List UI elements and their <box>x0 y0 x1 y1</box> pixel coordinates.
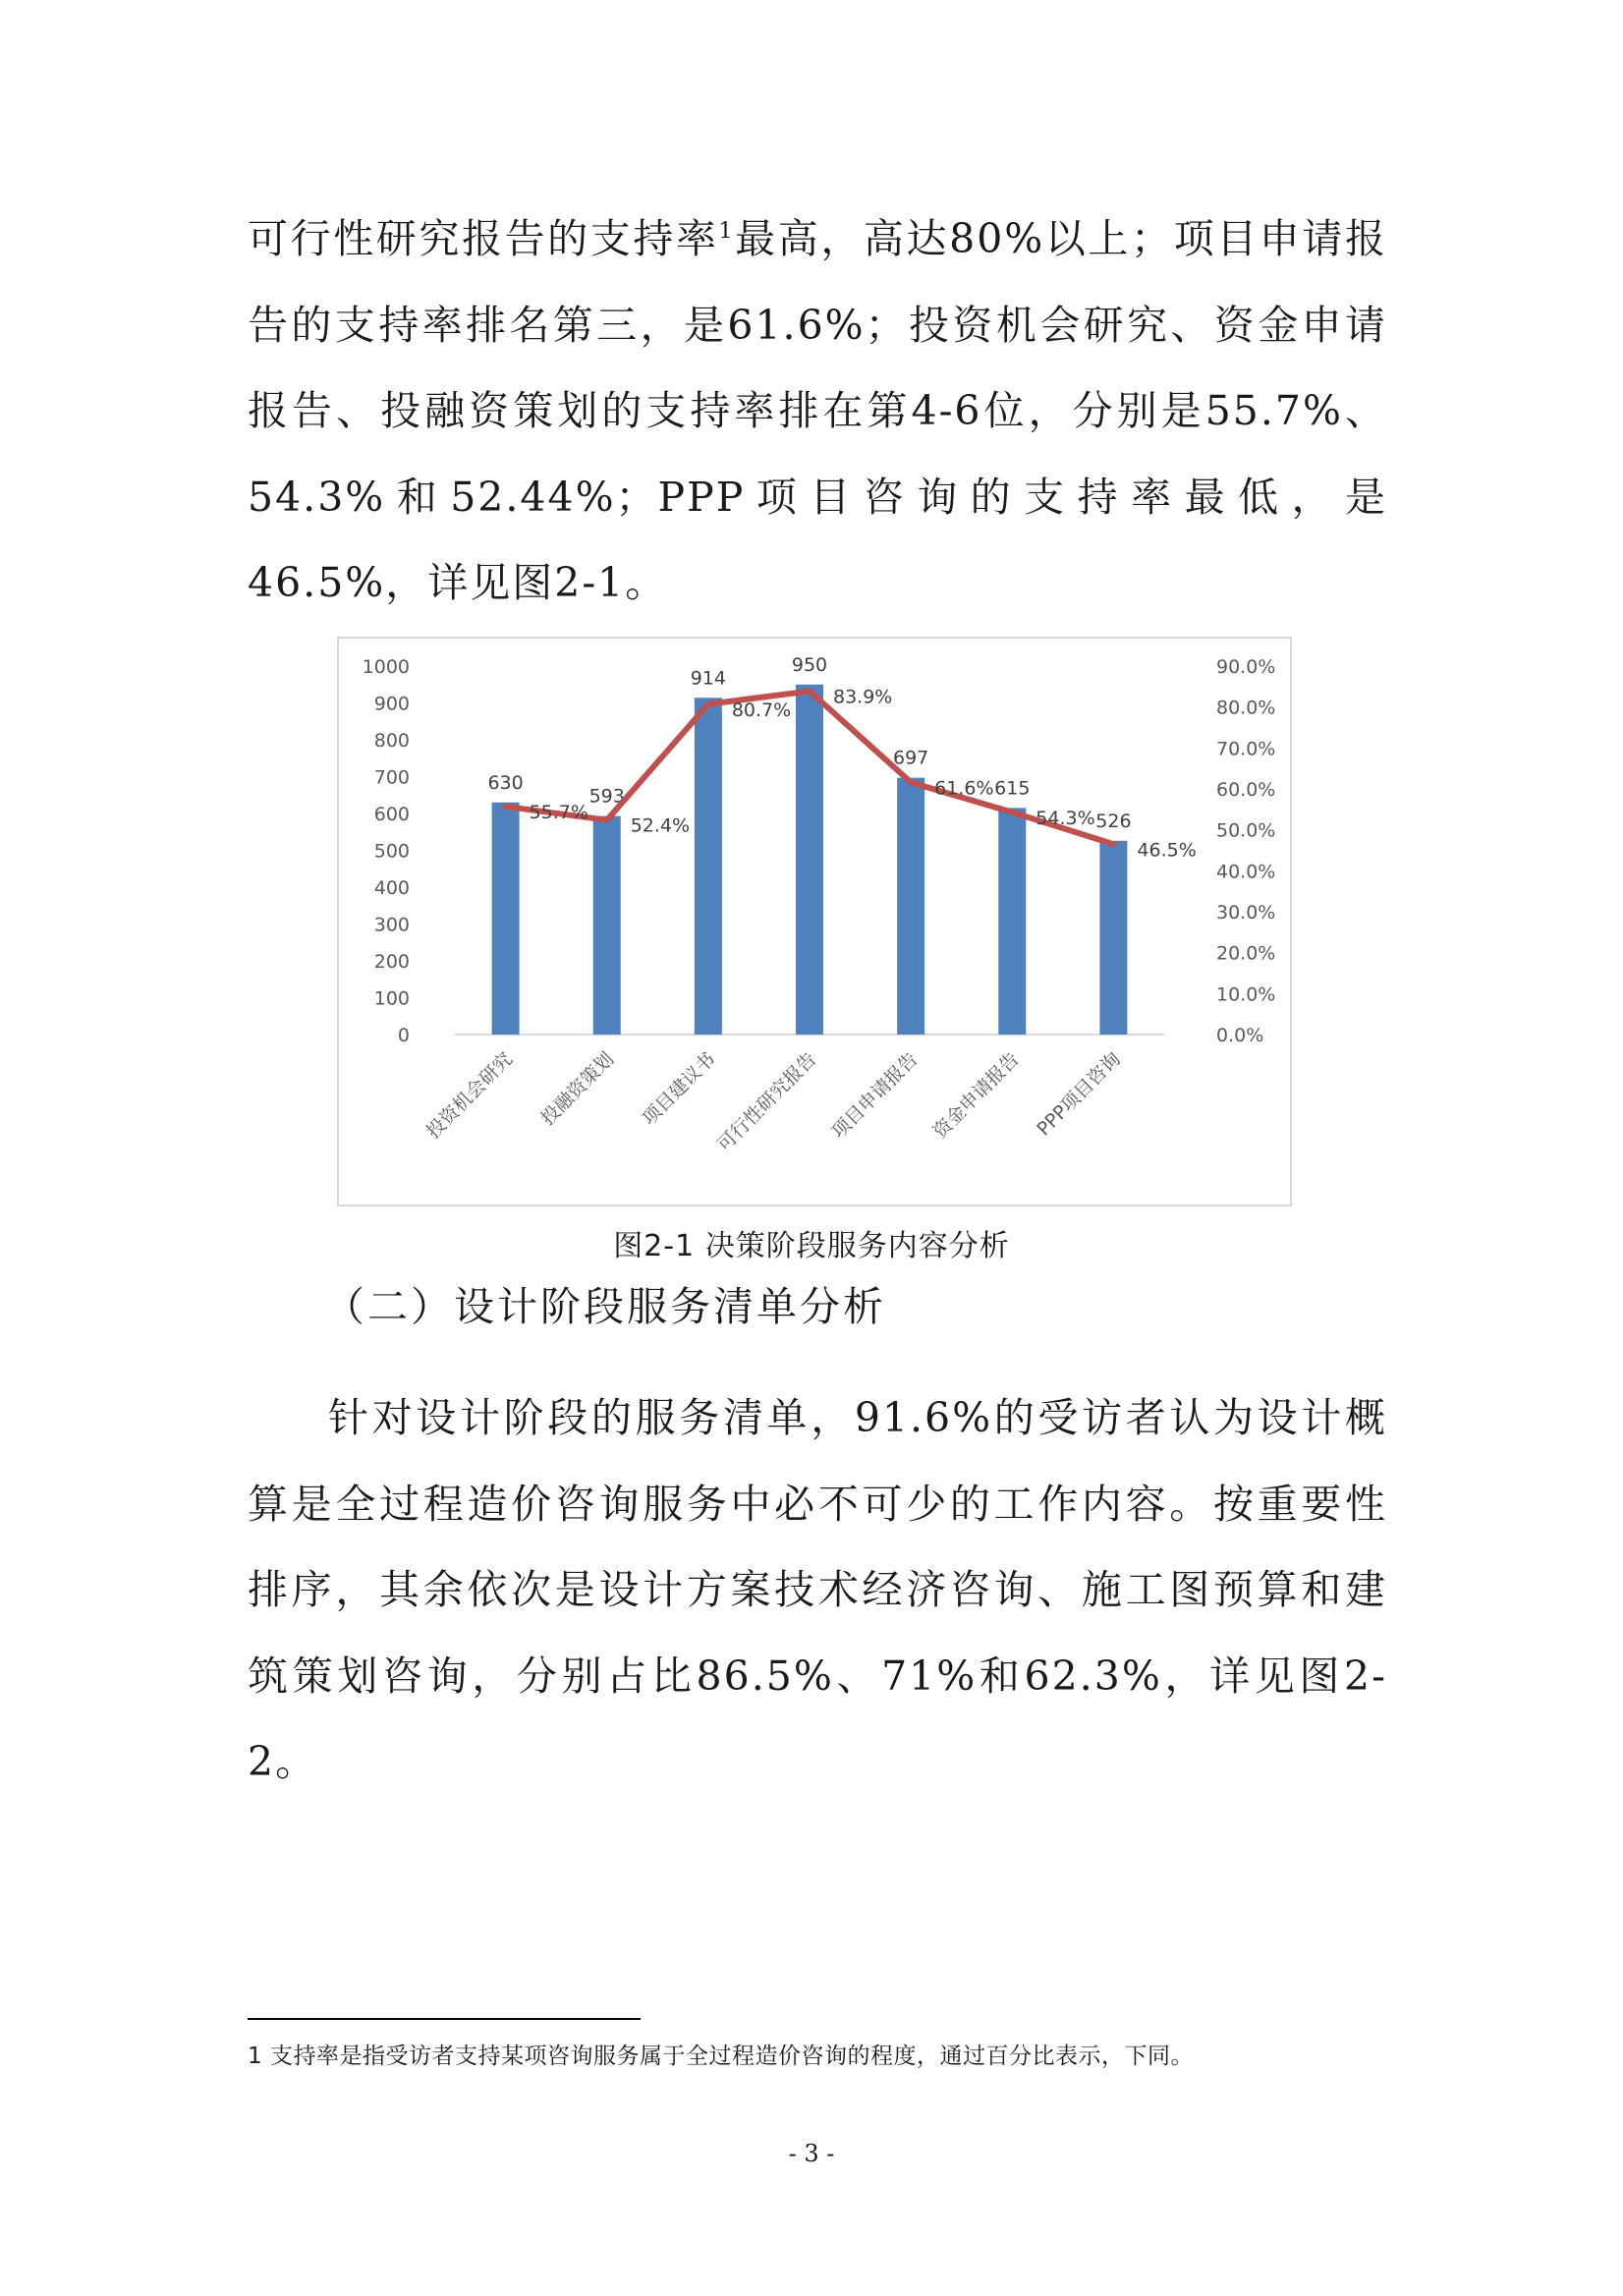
body-paragraph-1 <box>248 196 1387 627</box>
bar-data-label: 526 <box>1095 810 1132 832</box>
left-axis-tick-label: 700 <box>373 766 410 789</box>
line-data-label: 83.9% <box>833 686 893 708</box>
right-axis-tick-label: 30.0% <box>1216 902 1276 924</box>
bar-line-combo-chart <box>339 639 1290 1204</box>
left-axis-tick-label: 200 <box>373 951 410 973</box>
right-axis-tick-label: 40.0% <box>1216 861 1276 883</box>
chart-bar <box>695 698 722 1035</box>
right-axis-tick-label: 0.0% <box>1216 1025 1264 1046</box>
footnote-reference[interactable]: 1 <box>718 219 735 244</box>
right-axis-tick-label: 60.0% <box>1216 779 1276 801</box>
bar-data-label: 593 <box>588 785 625 808</box>
bar-data-label: 630 <box>487 771 524 794</box>
category-label: 资金申请报告 <box>928 1047 1024 1144</box>
right-axis-tick-label: 10.0% <box>1216 983 1276 1006</box>
right-axis-tick-label: 70.0% <box>1216 738 1276 760</box>
body-paragraph-2: 针对设计阶段的服务清单，91.6%的受访者认为设计概算是全过程造价咨询服务中必不可少的工作内容。按重要性排序，其余依次是设计方案技术经济咨询、施工图预算和建筑策划咨询，分别占比86.5%、71%和62.3%，详见图2-2。 <box>248 1394 1387 1785</box>
page-number: - 3 - <box>788 2140 835 2167</box>
bar-data-label: 615 <box>994 777 1031 800</box>
left-axis-tick-label: 100 <box>373 987 410 1010</box>
line-data-label: 54.3% <box>1035 807 1095 829</box>
footnote-text: 1 支持率是指受访者支持某项咨询服务属于全过程造价咨询的程度，通过百分比表示，下同。 <box>248 2044 1194 2069</box>
left-axis-tick-label: 1000 <box>362 656 410 678</box>
line-data-label: 80.7% <box>731 699 792 721</box>
line-data-label: 46.5% <box>1137 839 1197 862</box>
figure-caption: 图2-1 决策阶段服务内容分析 <box>613 1229 1010 1263</box>
bar-data-label: 950 <box>791 653 828 676</box>
chart-bar <box>796 685 823 1035</box>
left-axis-tick-label: 0 <box>397 1025 410 1046</box>
category-label: 可行性研究报告 <box>712 1047 821 1156</box>
line-data-label: 61.6% <box>934 777 994 800</box>
section-heading: （二）设计阶段服务清单分析 <box>324 1283 886 1330</box>
chart-bar <box>998 808 1026 1035</box>
paragraph-1-text-b: 最高，高达80%以上；项目申请报告的支持率排名第三，是61.6%；投资机会研究、资金申请报告、投融资策划的支持率排在第4-6位，分别是55.7%、54.3%和52.44%；PPP项目咨询的支持率最低，是46.5%，详见图2-1。 <box>248 215 1387 606</box>
category-label: 项目申请报告 <box>827 1047 923 1144</box>
category-label: 项目建议书 <box>638 1047 720 1130</box>
left-axis-tick-label: 900 <box>373 693 410 715</box>
chart-bar <box>1099 841 1127 1035</box>
right-axis-tick-label: 90.0% <box>1216 656 1276 678</box>
category-label: PPP项目咨询 <box>1033 1047 1125 1141</box>
chart-bar <box>593 816 621 1035</box>
category-label: 投资机会研究 <box>421 1047 518 1144</box>
left-axis-tick-label: 500 <box>373 840 410 863</box>
line-data-label: 52.4% <box>630 814 691 837</box>
chart-figure <box>337 637 1292 1206</box>
chart-bar <box>897 778 924 1035</box>
left-axis-tick-label: 600 <box>373 804 410 825</box>
category-label: 投融资策划 <box>536 1047 619 1130</box>
right-axis-tick-label: 20.0% <box>1216 942 1276 965</box>
line-data-label: 55.7% <box>529 801 588 823</box>
footnote-divider <box>248 2018 641 2020</box>
right-axis-tick-label: 80.0% <box>1216 697 1276 719</box>
left-axis-tick-label: 300 <box>373 914 410 936</box>
right-axis-tick-label: 50.0% <box>1216 819 1276 842</box>
chart-bar <box>492 803 520 1035</box>
left-axis-tick-label: 400 <box>373 877 410 899</box>
paragraph-1-text-a: 可行性研究报告的支持率 <box>248 215 719 262</box>
left-axis-tick-label: 800 <box>373 730 410 752</box>
bar-data-label: 914 <box>690 667 726 690</box>
bar-data-label: 697 <box>893 747 929 769</box>
